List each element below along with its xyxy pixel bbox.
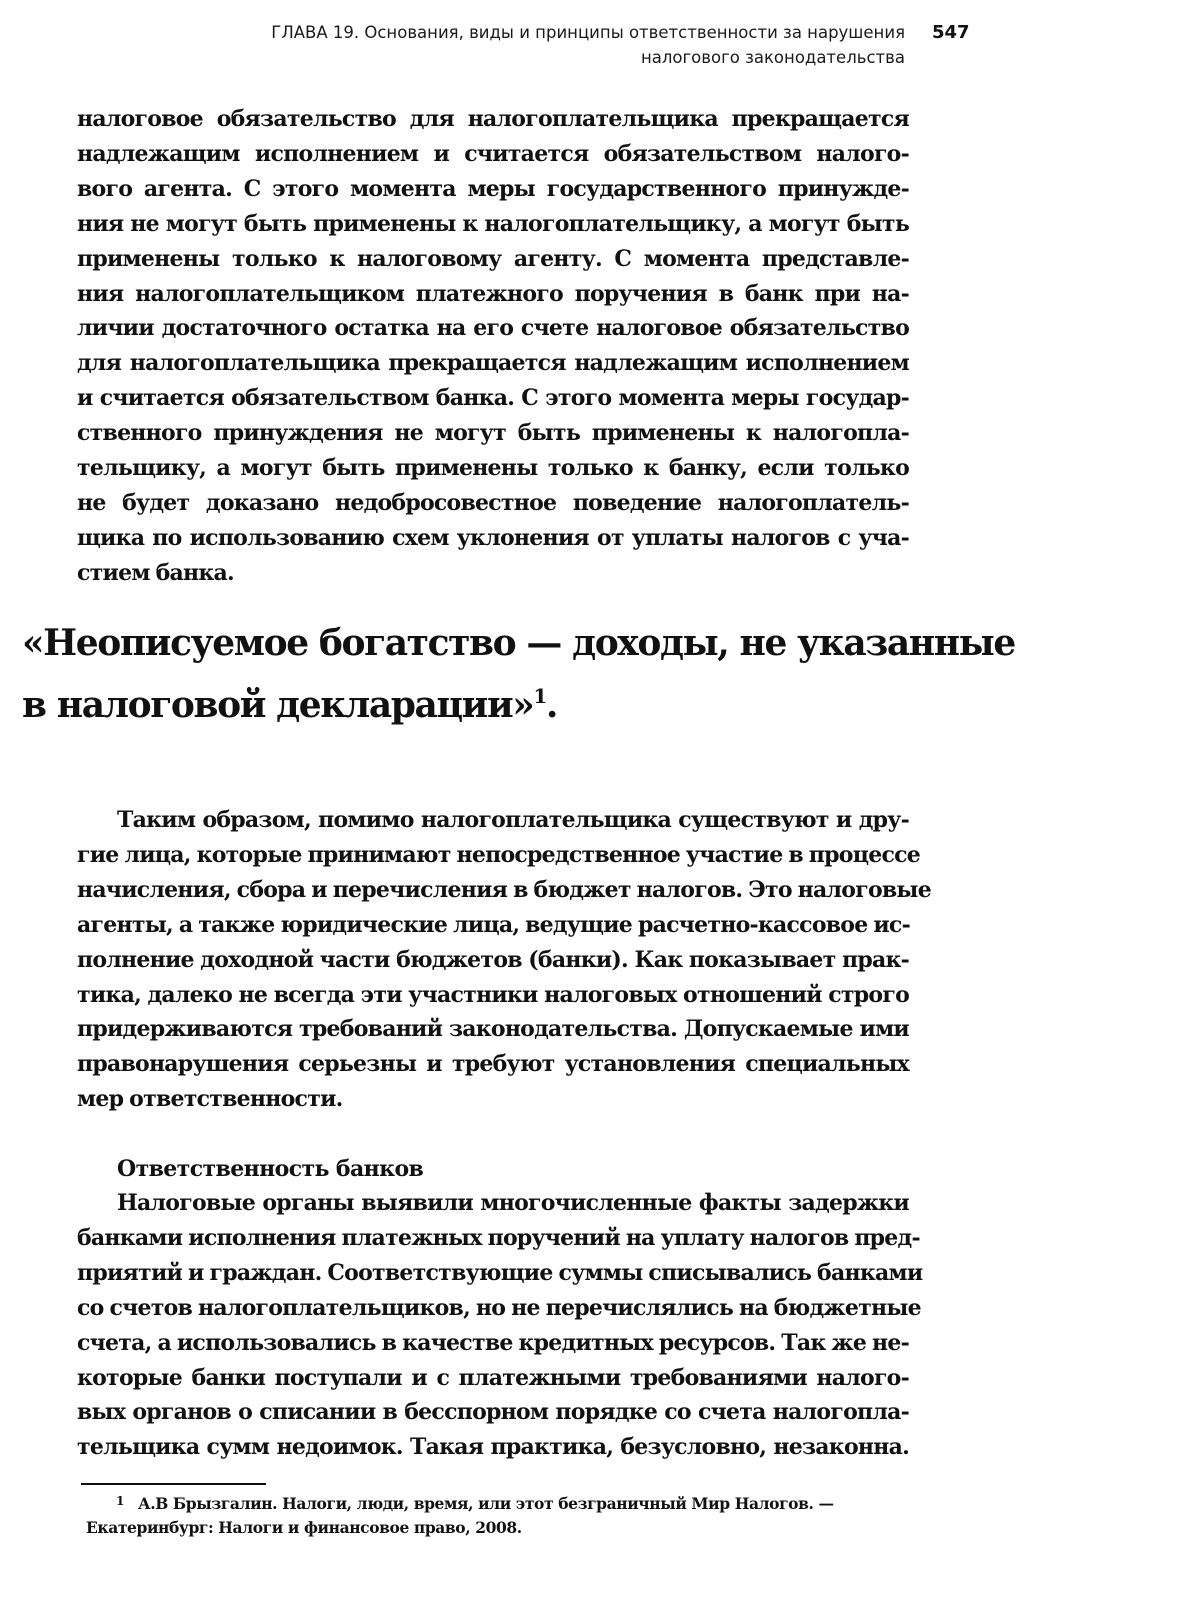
text-line: начисления, сбора и перечисления в бюджет налогов. Это налоговые — [77, 876, 931, 903]
text-line: для налогоплательщика прекращается надлежащим исполнением — [77, 350, 909, 377]
quote-end-punctuation: . — [545, 684, 558, 726]
text-line: ния налогоплательщиком платежного поручения в банк при на- — [77, 280, 909, 307]
text-line: щика по использованию схем уклонения от уплаты налогов с уча- — [77, 524, 909, 551]
footnote-line-1 — [86, 1489, 912, 1516]
text-line: вого агента. С этого момента меры государственного принужде- — [77, 175, 909, 202]
text-line: ственного принуждения не могут быть применены к налогопла- — [77, 420, 909, 447]
text-line: тельщику, а могут быть применены только к банку, если только — [77, 455, 909, 482]
text-line: Таким образом, помимо налогоплательщика существуют и дру- — [117, 807, 909, 833]
quote-heading — [22, 612, 1022, 736]
text-line: агенты, а также юридические лица, ведущие расчетно-кассовое ис- — [77, 911, 910, 938]
body-paragraph-2 — [77, 803, 931, 1117]
text-line: Налоговые органы выявили многочисленные факты задержки — [117, 1190, 909, 1216]
text-line: надлежащим исполнением и считается обязательством налого- — [77, 140, 909, 167]
body-paragraph-3 — [77, 1186, 923, 1465]
text-line: тика, далеко не всегда эти участники налоговых отношений строго — [77, 981, 909, 1008]
text-line: не будет доказано недобросовестное поведение налогоплатель- — [77, 489, 909, 516]
text-line: придерживаются требований законодательства. Допускаемые ими — [77, 1016, 909, 1043]
quote-line-1: «Неописуемое богатство — доходы, не указанные — [22, 622, 1015, 664]
text-line: которые банки поступали и с платежными требованиями налого- — [77, 1364, 909, 1391]
text-line: мер ответственности. — [77, 1086, 343, 1113]
text-line: приятий и граждан. Соответствующие суммы списывались банками — [77, 1259, 923, 1286]
footnote-separator — [81, 1483, 266, 1485]
text-line: тельщика сумм недоимок. Такая практика, безусловно, незаконна. — [77, 1434, 909, 1461]
text-line: полнение доходной части бюджетов (банки). Как показывает прак- — [77, 946, 909, 973]
text-line: личии достаточного остатка на его счете налоговое обязательство — [77, 315, 909, 342]
text-line: банками исполнения платежных поручений на уплату налогов пред- — [77, 1224, 920, 1251]
footnote-line-2: Екатеринбург: Налоги и финансовое право, 2008. — [86, 1518, 522, 1537]
footnote-mark: 1 — [116, 1494, 124, 1508]
text-line: стием банка. — [77, 559, 234, 586]
footnote — [86, 1489, 912, 1540]
chapter-title: ГЛАВА 19. Основания, виды и принципы ответственности за нарушения — [271, 23, 905, 42]
page-number: 547 — [932, 22, 970, 43]
text-line: счета, а использовались в качестве кредитных ресурсов. Так же не- — [77, 1329, 910, 1356]
text-line: со счетов налогоплательщиков, но не перечислялись на бюджетные — [77, 1294, 921, 1321]
text-line: и считается обязательством банка. С этого момента меры государ- — [77, 385, 909, 412]
text-line: гие лица, которые принимают непосредственное участие в процессе — [77, 841, 921, 868]
body-paragraph-1 — [77, 102, 909, 591]
text-line: вых органов о списании в бесспорном порядке со счета налогопла- — [77, 1399, 909, 1426]
footnote-text-1: А.В Брызгалин. Налоги, люди, время, или этот безграничный Мир Налогов. — — [138, 1494, 834, 1513]
quote-line-2 — [22, 674, 1022, 736]
running-header — [205, 20, 905, 70]
text-line: ния не могут быть применены к налогоплательщику, а могут быть — [77, 210, 909, 237]
footnote-reference[interactable]: 1 — [533, 684, 546, 708]
quote-line-2-text: в налоговой декларации» — [22, 684, 534, 726]
text-line: правонарушения серьезны и требуют установления специальных — [77, 1051, 909, 1078]
text-line: применены только к налоговому агенту. С момента представле- — [77, 245, 909, 272]
chapter-title-continuation: налогового законодательства — [640, 48, 905, 67]
section-title: Ответственность банков — [117, 1156, 424, 1182]
text-line: налоговое обязательство для налогоплательщика прекращается — [77, 106, 909, 132]
